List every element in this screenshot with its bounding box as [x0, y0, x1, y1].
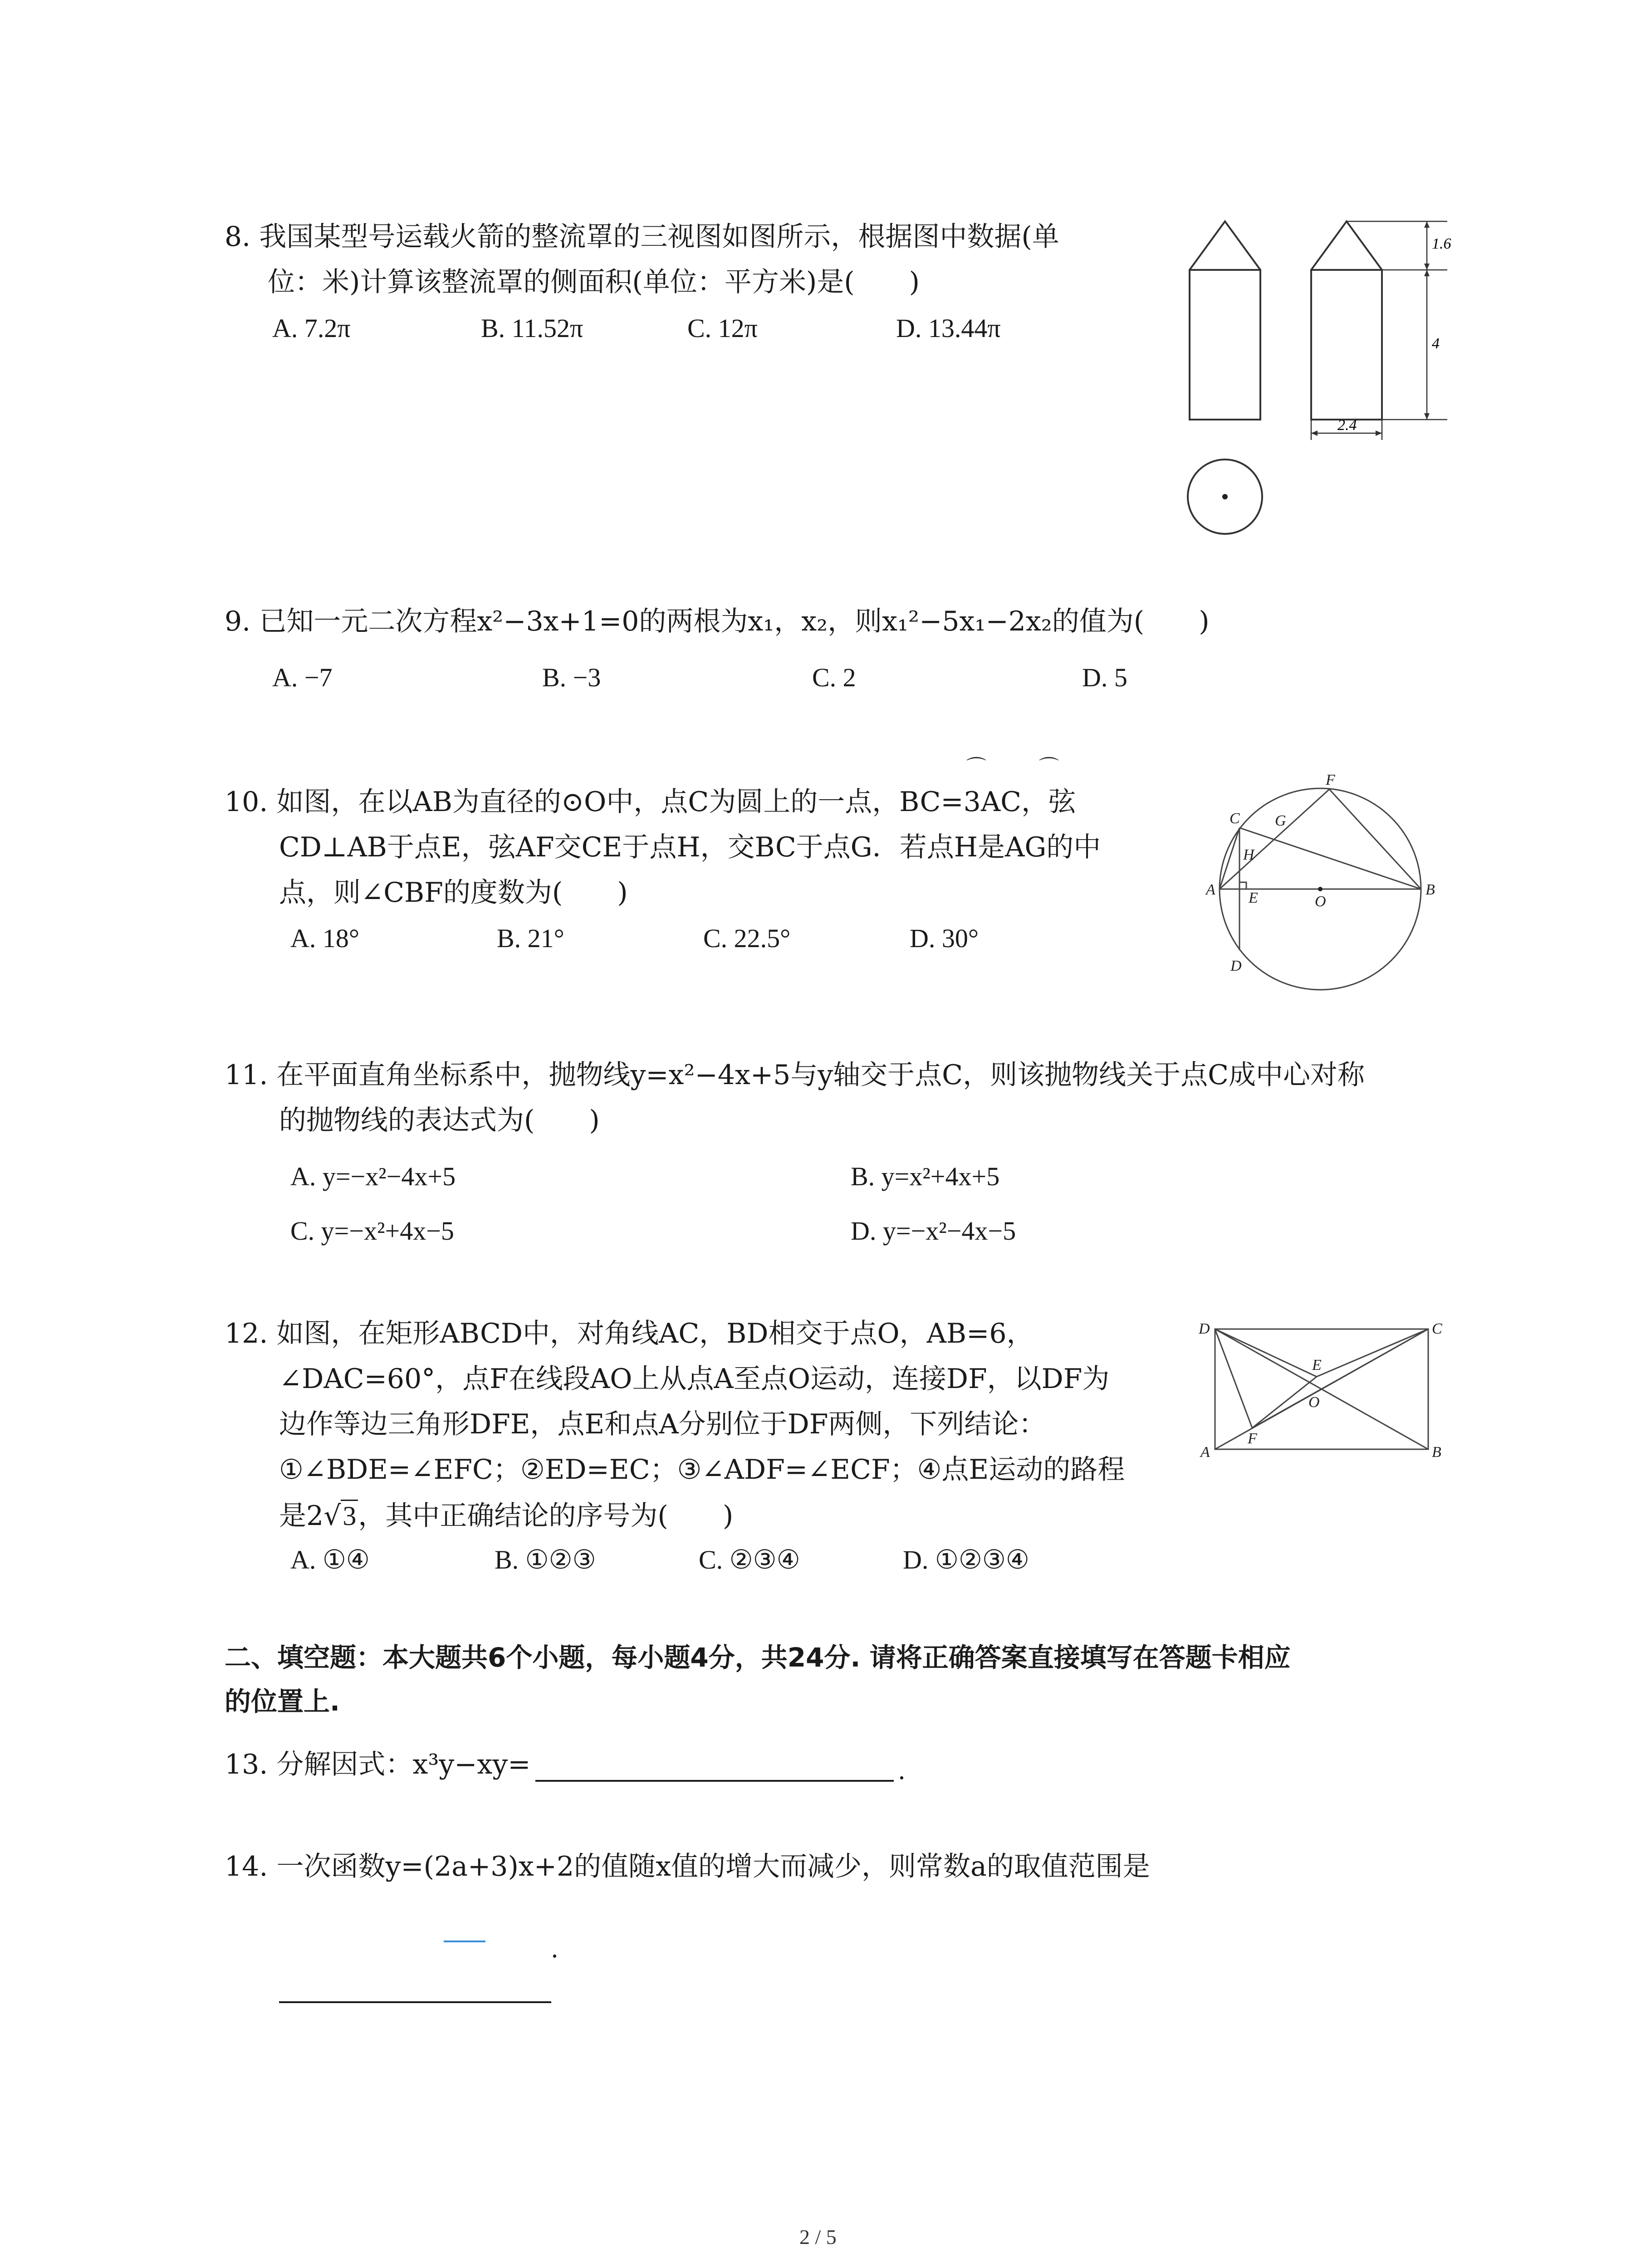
q8-side-cone: [1311, 221, 1382, 270]
q12-rectangle-figure: [1189, 1311, 1452, 1465]
q12-stem-line-3: 边作等边三角形DFE，点E和点A分别位于DF两侧，下列结论：: [279, 1408, 1046, 1440]
q11-stem-line-2: 的抛物线的表达式为( ): [279, 1105, 600, 1136]
q10-stem-line-3: 点，则∠CBF的度数为( ): [279, 877, 628, 909]
q8-stem-line-1: 8. 我国某型号运载火箭的整流罩的三视图如图所示，根据图中数据(单: [225, 221, 1059, 253]
q10-circle-figure: [1198, 767, 1452, 993]
q10-label-f: F: [1326, 772, 1335, 788]
section-2-heading-line-2: 的位置上.: [225, 1686, 340, 1717]
q10-option-c[interactable]: C. 22.5°: [703, 924, 791, 953]
q8-stem-line-2: 位：米)计算该整流罩的侧面积(单位：平方米)是( ): [268, 266, 920, 298]
q10-label-b: B: [1425, 881, 1435, 898]
q10-label-e: E: [1249, 890, 1258, 906]
q8-option-a[interactable]: A. 7.2π: [272, 313, 351, 343]
q10-label-h: H: [1243, 846, 1254, 863]
q12-stem-5a: 是2: [279, 1500, 324, 1532]
q9-option-c[interactable]: C. 2: [812, 663, 856, 692]
q12-label-c: C: [1432, 1320, 1442, 1337]
q11-stem-line-1: 11. 在平面直角坐标系中，抛物线y=x²−4x+5与y轴交于点C，则该抛物线关于点C成中心对称: [225, 1059, 1365, 1091]
q11-option-a[interactable]: A. y=−x²−4x+5: [290, 1162, 456, 1191]
q10-arc-mark-bc: ⌒: [966, 756, 986, 779]
q11-option-c[interactable]: C. y=−x²+4x−5: [290, 1216, 454, 1246]
q13-answer-blank[interactable]: [535, 1780, 894, 1782]
q12-option-c[interactable]: C. ②③④: [699, 1545, 800, 1574]
q10-label-o: O: [1315, 893, 1326, 910]
q10-label-c: C: [1230, 810, 1240, 827]
q9-option-d[interactable]: D. 5: [1082, 663, 1127, 692]
q12-option-a[interactable]: A. ①④: [290, 1545, 370, 1574]
q12-label-a: A: [1200, 1444, 1210, 1461]
q10-label-g: G: [1275, 812, 1286, 829]
q12-stem-line-2: ∠DAC=60°，点F在线段AO上从点A至点O运动，连接DF，以DF为: [279, 1363, 1110, 1395]
q12-stem-line-1: 12. 如图，在矩形ABCD中，对角线AC，BD相交于点O，AB=6，: [225, 1318, 1034, 1349]
q14-answer-blank[interactable]: [279, 2001, 551, 2003]
q14-end-period: .: [551, 1933, 558, 1963]
q8-label-height: 4: [1432, 335, 1440, 352]
sqrt-symbol: √: [323, 1500, 341, 1532]
q12-stem-line-5: [279, 1502, 733, 1530]
q8-option-c[interactable]: C. 12π: [687, 313, 758, 343]
q10-option-d[interactable]: D. 30°: [910, 924, 979, 953]
q13-end-period: .: [898, 1755, 905, 1785]
q8-front-cone: [1190, 221, 1260, 270]
q8-label-top: 1.6: [1432, 235, 1451, 252]
q12-sqrt-radicand: 3: [341, 1500, 358, 1531]
q9-option-b[interactable]: B. −3: [542, 663, 601, 692]
q12-stem-line-4: ①∠BDE=∠EFC；②ED=EC；③∠ADF=∠ECF；④点E运动的路程: [279, 1454, 1125, 1486]
q10-option-b[interactable]: B. 21°: [497, 924, 564, 953]
q8-front-cylinder: [1190, 270, 1260, 420]
q10-label-d: D: [1230, 958, 1242, 974]
q10-label-a: A: [1206, 881, 1215, 898]
q8-three-view-figure: [1171, 200, 1461, 544]
q11-option-d[interactable]: D. y=−x²−4x−5: [851, 1216, 1016, 1246]
q8-option-d[interactable]: D. 13.44π: [896, 313, 1001, 343]
q13-stem: 13. 分解因式：x³y−xy=: [225, 1749, 531, 1780]
q12-label-o: O: [1308, 1394, 1320, 1411]
q11-option-b[interactable]: B. y=x²+4x+5: [851, 1162, 1000, 1191]
q9-option-a[interactable]: A. −7: [272, 663, 333, 692]
q9-stem: 9. 已知一元二次方程x²−3x+1=0的两根为x₁，x₂，则x₁²−5x₁−2x₂的值为( ): [225, 606, 1210, 637]
q12-label-b: B: [1432, 1444, 1441, 1461]
q8-label-width: 2.4: [1337, 417, 1357, 434]
q12-stem-5c: ，其中正确结论的序号为( ): [358, 1500, 734, 1532]
q14-stem: 14. 一次函数y=(2a+3)x+2的值随x值的增大而减少，则常数a的取值范围是: [225, 1851, 1150, 1882]
q8-top-view-center: [1222, 494, 1228, 499]
section-2-heading-line-1: 二、填空题：本大题共6个小题，每小题4分，共24分. 请将正确答案直接填写在答题卡相应: [225, 1642, 1291, 1673]
q14-blue-mark: [444, 1941, 485, 1942]
q12-option-d[interactable]: D. ①②③④: [903, 1545, 1029, 1574]
q12-label-f: F: [1248, 1430, 1257, 1447]
q10-option-a[interactable]: A. 18°: [290, 924, 360, 953]
q10-arc-mark-ac: ⌒: [1039, 756, 1059, 779]
q12-label-e: E: [1312, 1357, 1322, 1374]
q10-stem-line-2: CD⊥AB于点E，弦AF交CE于点H，交BC于点G．若点H是AG的中: [279, 831, 1101, 863]
q12-label-d: D: [1199, 1320, 1210, 1337]
q8-side-cylinder: [1311, 270, 1382, 420]
q10-stem-line-1: 10. 如图，在以AB为直径的⊙O中，点C为圆上的一点，BC=3AC，弦: [225, 786, 1076, 818]
q8-option-b[interactable]: B. 11.52π: [481, 313, 583, 343]
page-number: 2 / 5: [799, 2225, 837, 2248]
q12-option-b[interactable]: B. ①②③: [495, 1545, 596, 1574]
